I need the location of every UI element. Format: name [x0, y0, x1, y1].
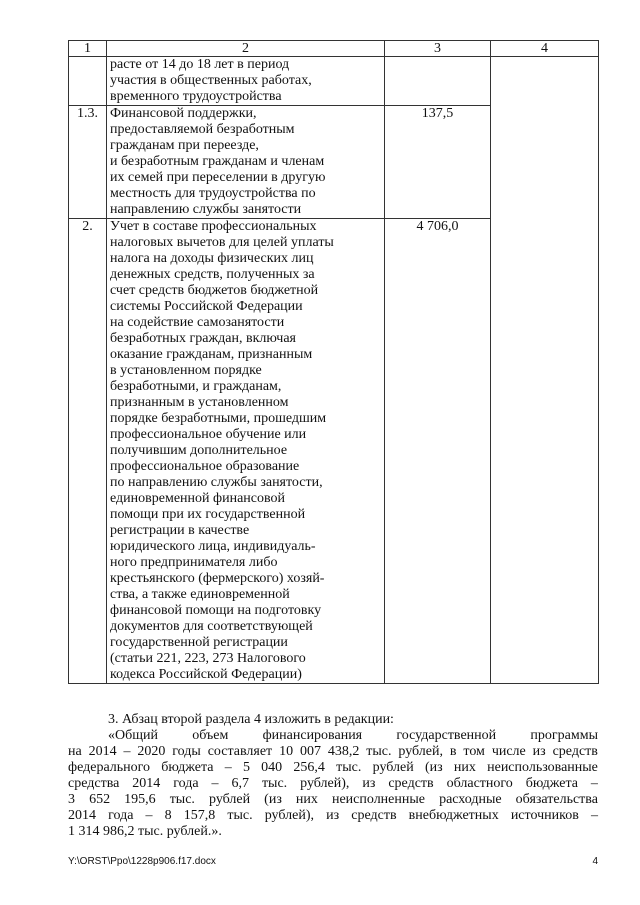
- row-description: [107, 106, 385, 219]
- word: составляет: [207, 744, 273, 759]
- word: годы: [172, 744, 201, 759]
- description-line: счет средств бюджетов бюджетной: [110, 283, 319, 298]
- word: 2020: [137, 744, 166, 759]
- description-line: финансовой помощи на подготовку: [110, 603, 322, 618]
- word: государственной: [396, 728, 497, 743]
- word: них: [295, 792, 318, 807]
- description-line: безработных граждан, включая: [110, 331, 296, 346]
- description-line: кодекса Российской Федерации): [110, 667, 302, 682]
- word: числе: [491, 744, 526, 759]
- word: 256,4: [293, 760, 325, 775]
- word: рублей,: [398, 744, 443, 759]
- word: в: [449, 744, 457, 759]
- word: 438,2: [327, 744, 360, 759]
- word: тыс.: [261, 776, 288, 791]
- description-line: на содействие самозанятости: [110, 315, 285, 330]
- description-line: государственной регистрации: [110, 635, 288, 650]
- word: 5: [242, 760, 250, 775]
- description-line: признанным в установленном: [110, 395, 289, 410]
- word: средств: [351, 808, 397, 823]
- description-line: налога на доходы физических лиц: [110, 251, 314, 266]
- word: 007: [299, 744, 321, 759]
- amendment-line: [68, 776, 598, 792]
- row-description: [107, 57, 385, 106]
- amendment-line: [68, 728, 598, 744]
- word: «Общий: [108, 728, 158, 743]
- word: 6,7: [231, 776, 249, 791]
- row-note: [491, 57, 599, 684]
- word: средств: [552, 744, 598, 759]
- word: 040: [261, 760, 283, 775]
- description-line: безработными, и гражданам,: [110, 379, 282, 394]
- word: 8: [164, 808, 172, 823]
- description-line: предоставляемой безработным: [110, 122, 295, 137]
- row-number: 2.: [69, 219, 107, 684]
- word: 2014: [88, 744, 117, 759]
- page-footer: [68, 856, 598, 867]
- description-line: направлению службы занятости: [110, 202, 302, 217]
- word: –: [590, 776, 598, 791]
- description-line: в установленном порядке: [110, 363, 262, 378]
- word: расходные: [439, 792, 502, 807]
- table-header-row: [69, 41, 599, 57]
- word: из: [532, 744, 546, 759]
- word: средства: [68, 776, 120, 791]
- amendment-last-line: 1 314 986,2 тыс. рублей.».: [68, 824, 222, 839]
- description-line: юридического лица, индивидуаль-: [110, 539, 316, 554]
- word: финансирования: [262, 728, 363, 743]
- word: объем: [192, 728, 229, 743]
- description-line: и безработным гражданам и членам: [110, 154, 325, 169]
- word: неиспользованные: [487, 760, 598, 775]
- description-line: регистрации в качестве: [110, 523, 250, 538]
- word: них: [453, 760, 476, 775]
- word: –: [123, 744, 131, 759]
- word: из: [362, 776, 376, 791]
- amendment-line: [68, 744, 598, 760]
- description-line: единовременной финансовой: [110, 491, 285, 506]
- description-line: ства, а также единовременной: [110, 587, 290, 602]
- description-line: ного предпринимателя либо: [110, 555, 278, 570]
- description-line: получившим дополнительное: [110, 443, 288, 458]
- description-line: документов для соответствующей: [110, 619, 313, 634]
- amendment-paragraph: [68, 712, 598, 840]
- amendment-line: [68, 808, 598, 824]
- word: рублей),: [264, 808, 314, 823]
- word: –: [145, 808, 153, 823]
- description-line: денежных средств, полученных за: [110, 267, 315, 282]
- word: 2014: [68, 808, 96, 823]
- word: (из: [424, 760, 443, 775]
- word: (из: [264, 792, 282, 807]
- word: тыс.: [169, 792, 195, 807]
- file-path: Y:\ORST\Ppo\1228p906.f17.docx: [68, 856, 216, 867]
- description-line: (статьи 221, 223, 273 Налогового: [110, 651, 306, 666]
- word: бюджета: [161, 760, 214, 775]
- word: –: [590, 808, 598, 823]
- word: тыс.: [227, 808, 253, 823]
- word: обязательства: [515, 792, 598, 807]
- description-line: местность для трудоустройства по: [110, 186, 316, 201]
- word: программы: [530, 728, 598, 743]
- word: –: [211, 776, 219, 791]
- header-col-1: 1: [69, 41, 107, 57]
- word: из: [326, 808, 340, 823]
- header-col-3: 3: [385, 41, 491, 57]
- description-line: оказание гражданам, признанным: [110, 347, 313, 362]
- amendment-item: 3. Абзац второй раздела 4 изложить в редакции:: [108, 712, 394, 727]
- word: 157,8: [183, 808, 216, 823]
- word: рублей: [372, 760, 414, 775]
- word: 2014: [132, 776, 161, 791]
- description-line: временного трудоустройства: [110, 89, 282, 104]
- row-value: 137,5: [385, 106, 491, 219]
- header-col-2: 2: [107, 41, 385, 57]
- description-line: гражданам при переезде,: [110, 138, 259, 153]
- row-number: 1.3.: [69, 106, 107, 219]
- word: на: [68, 744, 82, 759]
- word: тыс.: [336, 760, 362, 775]
- row-description: [107, 219, 385, 684]
- description-line: расте от 14 до 18 лет в период: [110, 57, 290, 72]
- description-line: налоговых вычетов для целей уплаты: [110, 235, 334, 250]
- description-line: профессиональное обучение или: [110, 427, 307, 442]
- word: рублей: [209, 792, 251, 807]
- word: том: [463, 744, 485, 759]
- word: –: [224, 760, 232, 775]
- description-line: Учет в составе профессиональных: [110, 219, 317, 234]
- word: 195,6: [124, 792, 156, 807]
- word: тыс.: [366, 744, 392, 759]
- budget-table: [68, 40, 599, 684]
- table-row: [69, 57, 599, 106]
- amendment-line: [68, 792, 598, 808]
- word: неисполненные: [331, 792, 425, 807]
- word: бюджета: [525, 776, 578, 791]
- word: источников: [510, 808, 579, 823]
- description-line: системы Российской Федерации: [110, 299, 303, 314]
- amendment-line: [68, 760, 598, 776]
- word: средств: [388, 776, 434, 791]
- word: 3: [68, 792, 75, 807]
- word: 10: [279, 744, 294, 759]
- header-col-4: 4: [491, 41, 599, 57]
- row-value: 4 706,0: [385, 219, 491, 684]
- description-line: участия в общественных работах,: [110, 73, 312, 88]
- row-value: [385, 57, 491, 106]
- row-number: [69, 57, 107, 106]
- description-line: по направлению службы занятости,: [110, 475, 323, 490]
- description-line: порядке безработными, прошедшим: [110, 411, 327, 426]
- word: рублей),: [300, 776, 350, 791]
- description-line: их семей при переселении в другую: [110, 170, 326, 185]
- word: областного: [446, 776, 513, 791]
- description-line: помощи при их государственной: [110, 507, 306, 522]
- word: внебюджетных: [408, 808, 499, 823]
- word: года: [173, 776, 199, 791]
- description-line: Финансовой поддержки,: [110, 106, 257, 121]
- word: 652: [89, 792, 111, 807]
- description-line: крестьянского (фермерского) хозяй-: [110, 571, 325, 586]
- page-number: 4: [592, 856, 598, 867]
- description-line: профессиональное образование: [110, 459, 300, 474]
- word: года: [108, 808, 134, 823]
- word: федерального: [68, 760, 151, 775]
